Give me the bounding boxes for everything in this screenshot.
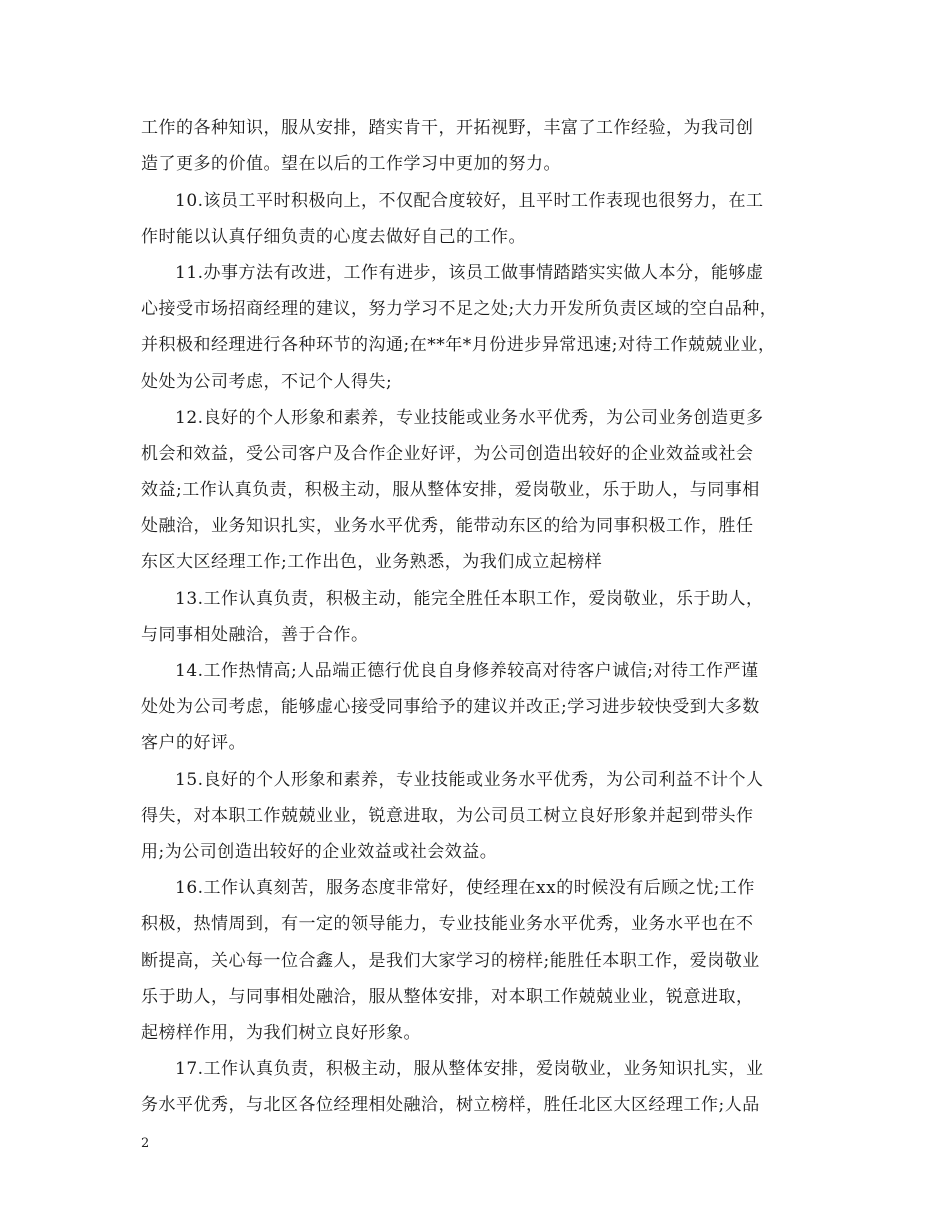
text-line: 断提高，关心每一位合鑫人，是我们大家学习的榜样;能胜任本职工作，爱岗敬业 bbox=[141, 951, 760, 971]
text-line: 务水平优秀，与北区各位经理相处融洽，树立榜样，胜任北区大区经理工作;人品 bbox=[141, 1095, 760, 1115]
text-line: 用;为公司创造出较好的企业效益或社会效益。 bbox=[141, 842, 498, 862]
text-line: 东区大区经理工作;工作出色，业务熟悉，为我们成立起榜样 bbox=[141, 552, 603, 572]
text-line: 并积极和经理进行各种环节的沟通;在**年*月份进步异常迅速;对待工作兢兢业业， bbox=[141, 335, 776, 355]
text-line: 效益;工作认真负责，积极主动，服从整体安排，爱岗敬业，乐于助人，与同事相 bbox=[141, 480, 760, 500]
text-line: 乐于助人，与同事相处融洽，服从整体安排，对本职工作兢兢业业，锐意进取， bbox=[141, 987, 754, 1007]
text-line: 16.工作认真刻苦，服务态度非常好，使经理在xx的时候没有后顾之忧;工作 bbox=[175, 878, 755, 898]
text-line: 17.工作认真负责，积极主动，服从整体安排，爱岗敬业，业务知识扎实，业 bbox=[175, 1059, 764, 1079]
text-line: 造了更多的价值。望在以后的工作学习中更加的努力。 bbox=[141, 154, 561, 174]
text-line: 得失，对本职工作兢兢业业，锐意进取，为公司员工树立良好形象并起到带头作 bbox=[141, 806, 754, 826]
text-line: 12.良好的个人形象和素养，专业技能或业务水平优秀，为公司业务创造更多 bbox=[175, 408, 764, 428]
text-line: 机会和效益，受公司客户及合作企业好评，为公司创造出较好的企业效益或社会 bbox=[141, 444, 754, 464]
text-line: 起榜样作用，为我们树立良好形象。 bbox=[141, 1023, 421, 1043]
text-line: 处融洽，业务知识扎实，业务水平优秀，能带动东区的给为同事积极工作，胜任 bbox=[141, 516, 754, 536]
text-line: 11.办事方法有改进，工作有进步，该员工做事情踏踏实实做人本分，能够虚 bbox=[175, 263, 764, 283]
text-line: 15.良好的个人形象和素养，专业技能或业务水平优秀，为公司利益不计个人 bbox=[175, 770, 764, 790]
text-line: 积极，热情周到，有一定的领导能力，专业技能业务水平优秀，业务水平也在不 bbox=[141, 914, 754, 934]
text-line: 13.工作认真负责，积极主动，能完全胜任本职工作，爱岗敬业，乐于助人， bbox=[175, 589, 764, 609]
text-line: 10.该员工平时积极向上，不仅配合度较好，且平时工作表现也很努力，在工 bbox=[175, 191, 764, 211]
text-line: 客户的好评。 bbox=[141, 733, 246, 753]
text-line: 14.工作热情高;人品端正德行优良自身修养较高对待客户诚信;对待工作严谨 bbox=[175, 661, 759, 681]
text-line: 作时能以认真仔细负责的心度去做好自己的工作。 bbox=[141, 227, 526, 247]
text-line: 工作的各种知识，服从安排，踏实肯干，开拓视野，丰富了工作经验，为我司创 bbox=[141, 118, 754, 138]
text-line: 与同事相处融洽，善于合作。 bbox=[141, 625, 369, 645]
text-line: 处处为公司考虑，不记个人得失; bbox=[141, 372, 393, 392]
text-line: 心接受市场招商经理的建议，努力学习不足之处;大力开发所负责区域的空白品种， bbox=[141, 299, 778, 319]
page-number: 2 bbox=[141, 1136, 150, 1151]
text-line: 处处为公司考虑，能够虚心接受同事给予的建议并改正;学习进步较快受到大多数 bbox=[141, 697, 760, 717]
